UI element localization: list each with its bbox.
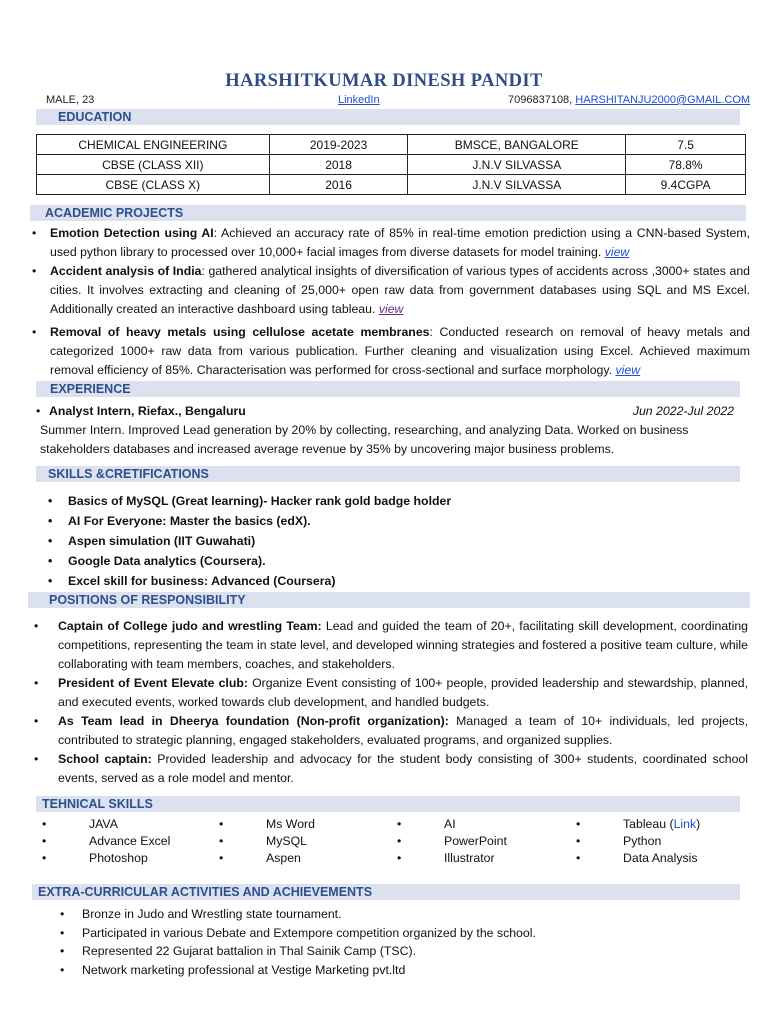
list-item — [60, 942, 536, 961]
tech-skill: Tableau (Link) — [623, 817, 701, 831]
position-title: Captain of College judo and wrestling Team: — [58, 619, 322, 633]
list-item — [60, 961, 536, 980]
bullet-icon: • — [60, 944, 65, 958]
list-item — [32, 674, 748, 712]
list-item — [60, 905, 536, 924]
edu-score: 78.8% — [626, 155, 746, 175]
tech-skill: Data Analysis — [623, 851, 698, 865]
tech-skill: Photoshop — [89, 851, 148, 865]
bullet-icon: • — [576, 851, 581, 865]
list-item — [30, 262, 750, 319]
bullet-icon: • — [397, 851, 402, 865]
projects-list — [30, 224, 750, 380]
tech-skill: JAVA — [89, 817, 118, 831]
bullet-icon: • — [397, 834, 402, 848]
tech-skill: Ms Word — [266, 817, 315, 831]
tech-skill: AI — [444, 817, 456, 831]
skill-text: Google Data analytics (Coursera). — [68, 554, 266, 568]
bullet-icon: • — [32, 226, 37, 240]
experience-role: Analyst Intern, Riefax., Bengaluru — [49, 404, 246, 418]
bullet-icon: • — [48, 514, 53, 528]
project-title: Removal of heavy metals using cellulose acetate membranes — [50, 325, 430, 339]
position-text: Lead and guided the team of 20+, facilitating skill development, coordinating competitions, representing the team in state level, and developed winning strategies and fostered a positive team culture, while collaborating with team members, coaches, and stakeholders. — [58, 619, 749, 671]
edu-degree: CBSE (CLASS XII) — [37, 155, 270, 175]
extra-text: Represented 22 Gujarat battalion in Thal Sainik Camp (TSC). — [82, 944, 417, 958]
edu-years: 2018 — [269, 155, 408, 175]
bullet-icon: • — [576, 834, 581, 848]
section-technical: TEHNICAL SKILLS — [36, 796, 740, 812]
phone-number: 7096837108, — [508, 94, 573, 106]
bullet-icon: • — [397, 817, 402, 831]
edu-score: 7.5 — [626, 135, 746, 155]
tableau-link[interactable]: Link — [673, 817, 697, 831]
edu-institute: BMSCE, BANGALORE — [408, 135, 626, 155]
tech-column-4 — [576, 816, 746, 867]
edu-years: 2019-2023 — [269, 135, 408, 155]
skill-text: Aspen simulation (IIT Guwahati) — [68, 534, 256, 548]
edu-institute: J.N.V SILVASSA — [408, 175, 626, 195]
project-title: Accident analysis of India — [50, 264, 202, 278]
section-extra: EXTRA-CURRICULAR ACTIVITIES AND ACHIEVEMENTS — [32, 884, 740, 900]
tech-column-3 — [397, 816, 567, 867]
project-view-link[interactable]: view — [615, 363, 641, 377]
bullet-icon: • — [576, 817, 581, 831]
section-education: EDUCATION — [36, 109, 740, 125]
project-view-link[interactable]: view — [378, 302, 404, 316]
position-text: Organize Event consisting of 100+ people, provided leadership and stewardship, planned, and executed events, worked towards club development, and handled budgets. — [58, 676, 748, 709]
list-item — [32, 617, 748, 674]
positions-list — [32, 617, 748, 788]
project-text: : gathered analytical insights of diversification of various types of accidents across ,3000+ states and cities. It involves extracting and cleaning of 25,000+ open raw data from government databases using SQL and MS Excel. Additionally created an interactive dashboard using tableau. — [50, 264, 750, 316]
gender-age: MALE, 23 — [46, 94, 95, 106]
linkedin-link[interactable]: LinkedIn — [338, 94, 380, 106]
position-title: School captain: — [58, 752, 152, 766]
section-projects: ACADEMIC PROJECTS — [30, 205, 746, 221]
section-experience: EXPERIENCE — [36, 381, 740, 397]
extra-text: Participated in various Debate and Extempore competition organized by the school. — [82, 925, 536, 940]
list-item — [48, 551, 451, 571]
candidate-name: HARSHITKUMAR DINESH PANDIT — [225, 71, 543, 91]
extra-list — [60, 905, 536, 979]
project-title: Emotion Detection using AI — [50, 226, 214, 240]
list-item — [30, 323, 750, 380]
bullet-icon: • — [48, 494, 53, 508]
tech-skill: Advance Excel — [89, 834, 171, 848]
bullet-icon: • — [32, 264, 37, 278]
list-item — [32, 712, 748, 750]
bullet-icon: • — [34, 676, 39, 690]
bullet-icon: • — [219, 851, 224, 865]
tech-skill: PowerPoint — [444, 834, 507, 848]
section-positions: POSITIONS OF RESPONSIBILITY — [28, 592, 750, 608]
bullet-icon: • — [60, 907, 65, 921]
bullet-icon: • — [48, 554, 53, 568]
bullet-icon: • — [42, 817, 47, 831]
list-item — [30, 224, 750, 262]
tech-skill: MySQL — [266, 834, 307, 848]
bullet-icon: • — [42, 851, 47, 865]
experience-dates: Jun 2022-Jul 2022 — [632, 404, 734, 418]
skill-text: Excel skill for business: Advanced (Coursera) — [68, 574, 336, 588]
table-row — [37, 175, 746, 195]
contact-line — [508, 94, 750, 106]
skill-text: Basics of MySQL (Great learning)- Hacker rank gold badge holder — [68, 494, 452, 508]
bullet-icon: • — [60, 962, 65, 977]
tech-skill: Aspen — [266, 851, 301, 865]
list-item — [48, 571, 451, 591]
position-text: Provided leadership and advocacy for the student body consisting of 300+ students, coordinated school events, served as a role model and mentor. — [58, 752, 748, 785]
tech-skill: Python — [623, 834, 662, 848]
list-item — [48, 531, 451, 551]
section-skills: SKILLS &CRETIFICATIONS — [36, 466, 740, 482]
tech-skill: Illustrator — [444, 851, 495, 865]
email-link[interactable]: HARSHITANJU2000@GMAIL.COM — [575, 94, 751, 106]
position-text: Managed a team of 10+ individuals, led projects, contributed to strategic planning, engaged stakeholders, evaluated programs, and organized supplies. — [58, 714, 748, 747]
bullet-icon: • — [48, 574, 53, 588]
tech-column-1 — [42, 816, 212, 867]
list-item — [60, 924, 536, 943]
list-item — [48, 491, 451, 511]
bullet-icon: • — [34, 619, 39, 633]
table-row — [37, 155, 746, 175]
list-item — [32, 750, 748, 788]
project-view-link[interactable]: view — [604, 245, 630, 259]
skill-text: AI For Everyone: Master the basics (edX). — [68, 514, 311, 528]
edu-years: 2016 — [269, 175, 408, 195]
bullet-icon: • — [32, 325, 37, 339]
project-text: : Achieved an accuracy rate of 85% in real-time emotion prediction using a CNN-based System, used python library to processed over 10,000+ facial images from diverse datasets for model training. — [50, 226, 750, 259]
bullet-icon: • — [48, 534, 53, 548]
extra-text: Network marketing professional at Vestige Marketing pvt.ltd — [82, 962, 406, 977]
table-row — [37, 135, 746, 155]
bullet-icon: • — [219, 817, 224, 831]
bullet-icon: • — [34, 714, 39, 728]
bullet-icon: • — [36, 404, 41, 418]
edu-degree: CHEMICAL ENGINEERING — [37, 135, 270, 155]
position-title: As Team lead in Dheerya foundation (Non-profit organization): — [58, 714, 449, 728]
skills-list — [48, 491, 451, 591]
project-text: : Conducted research on removal of heavy metals and categorized 1000+ raw data from various publication. Further cleaning and visualization using Excel. Achieved maximum removal efficiency of 85%. Characterisation was performed for cross-sectional and surface morphology. — [50, 325, 750, 377]
list-item — [48, 511, 451, 531]
education-table — [36, 134, 746, 195]
edu-score: 9.4CGPA — [626, 175, 746, 195]
edu-institute: J.N.V SILVASSA — [408, 155, 626, 175]
extra-text: Bronze in Judo and Wrestling state tournament. — [82, 907, 342, 921]
position-title: President of Event Elevate club: — [58, 676, 248, 690]
tech-column-2 — [219, 816, 389, 867]
bullet-icon: • — [60, 925, 65, 940]
bullet-icon: • — [34, 752, 39, 766]
bullet-icon: • — [42, 834, 47, 848]
edu-degree: CBSE (CLASS X) — [37, 175, 270, 195]
experience-description: Summer Intern. Improved Lead generation by 20% by collecting, researching, and analyzing Data. Worked on business stakeholders databases and increased average revenue by 35% by uncovering major business problems. — [40, 423, 689, 456]
bullet-icon: • — [219, 834, 224, 848]
